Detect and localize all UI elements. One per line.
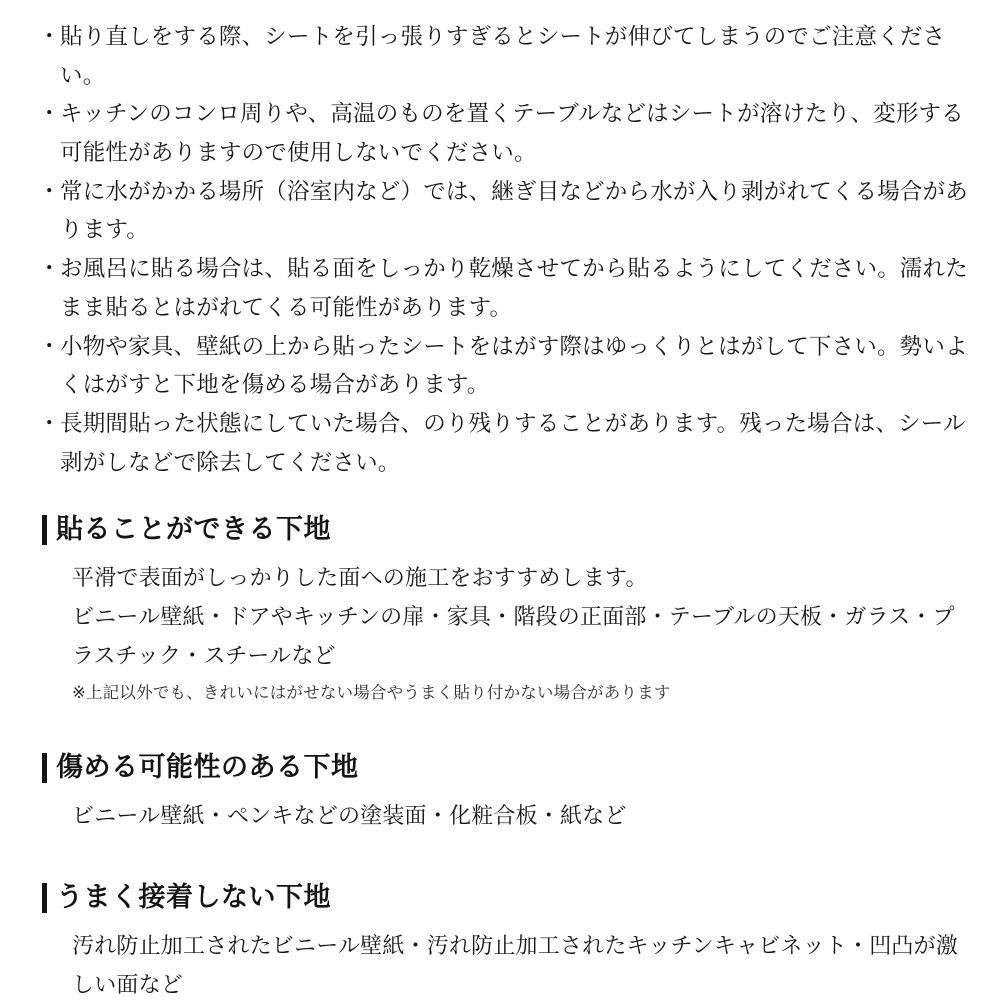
bullet-marker: ・ (38, 101, 61, 127)
caution-text: キッチンのコンロ周りや、高温のものを置くテーブルなどはシートが溶けたり、変形する可能性がありますので使用しないでください。 (60, 101, 964, 166)
section-heading (30, 880, 970, 915)
section-body (30, 559, 970, 706)
section-body (30, 797, 970, 836)
heading-bar-icon (42, 515, 47, 545)
caution-text: お風呂に貼る場合は、貼る面をしっかり乾燥させてから貼るようにしてください。濡れたまま貼るとはがれてくる可能性があります。 (60, 256, 969, 320)
caution-text: 小物や家具、壁紙の上から貼ったシートをはがす際はゆっくりとはがして下さい。勢いよくはがすと下地を傷める場合があります。 (60, 333, 968, 398)
heading-bar-icon (42, 753, 47, 783)
section-title: 傷める可能性のある下地 (56, 751, 359, 782)
bullet-marker: ・ (38, 333, 61, 359)
section-title: 貼ることができる下地 (56, 514, 331, 545)
body-line: 平滑で表面がしっかりした面への施工をおすすめします。 (72, 565, 648, 591)
list-item (30, 405, 970, 482)
list-item (30, 18, 970, 95)
caution-text: 貼り直しをする際、シートを引っ張りすぎるとシートが伸びてしまうのでご注意ください。 (60, 24, 946, 88)
bullet-marker: ・ (38, 256, 61, 282)
section-heading (30, 750, 970, 785)
body-line: ビニール壁紙・ドアやキッチンの扉・家具・階段の正面部・テーブルの天板・ガラス・プラスチック・スチールなど (72, 604, 955, 668)
section-title: うまく接着しない下地 (56, 881, 331, 912)
section-note: ※上記以外でも、きれいにはがせない場合やうまく貼り付かない場合があります (72, 683, 671, 702)
bullet-marker: ・ (38, 410, 61, 436)
body-line: ビニール壁紙・ペンキなどの塗装面・化粧合板・紙など (72, 802, 627, 828)
section-applicable-substrates (30, 512, 970, 706)
section-body (30, 927, 970, 1004)
body-line: 汚れ防止加工されたビニール壁紙・汚れ防止加工されたキッチンキャビネット・凹凸が激しい面など (72, 932, 959, 997)
bullet-marker: ・ (38, 24, 61, 49)
list-item (30, 250, 970, 327)
list-item (30, 328, 970, 405)
heading-bar-icon (42, 883, 47, 913)
bullet-marker: ・ (38, 178, 61, 204)
list-item (30, 95, 970, 172)
section-damageable-substrates (30, 750, 970, 836)
caution-text: 常に水がかかる場所（浴室内など）では、継ぎ目などから水が入り剥がれてくる場合があります。 (60, 178, 969, 243)
section-heading (30, 512, 970, 547)
caution-list (30, 18, 970, 482)
list-item (30, 173, 970, 250)
caution-text: 長期間貼った状態にしていた場合、のり残りすることがあります。残った場合は、シール剥がしなどで除去してください。 (60, 410, 966, 475)
section-non-adhering-substrates (30, 880, 970, 1004)
